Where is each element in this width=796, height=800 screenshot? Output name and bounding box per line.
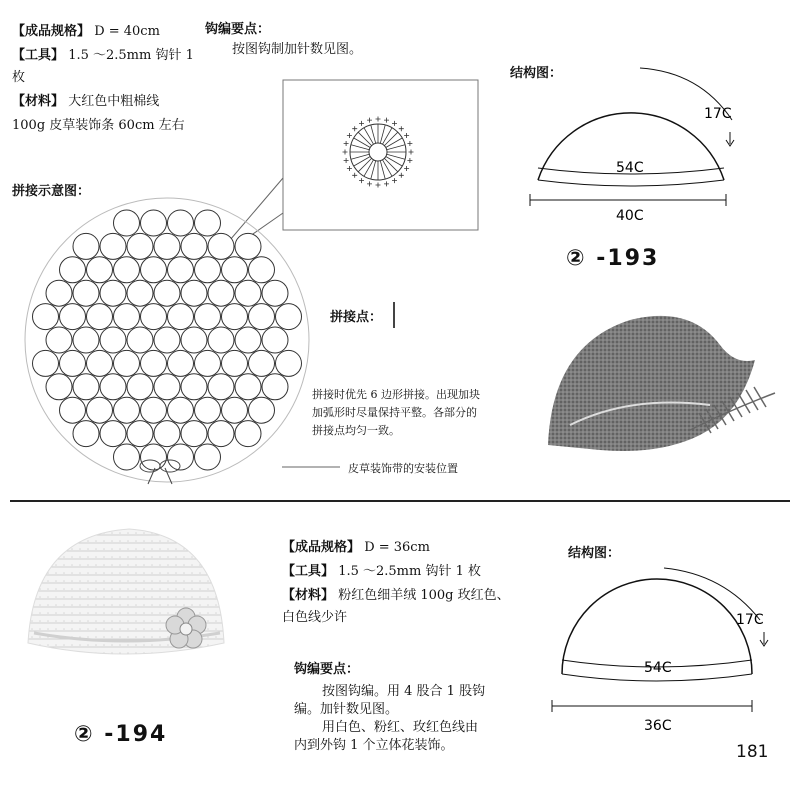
spec-label-bottom: 成品规格 xyxy=(295,540,348,555)
motif-circle xyxy=(222,397,248,423)
motif-circle xyxy=(141,257,167,283)
motif-circle xyxy=(100,280,126,306)
motif-circle xyxy=(100,421,126,447)
code-194: ② -194 xyxy=(74,722,168,747)
motif-circle xyxy=(208,421,234,447)
motif-circle xyxy=(73,327,99,353)
motif-circle xyxy=(208,280,234,306)
motif-circle xyxy=(195,397,221,423)
motif-circle xyxy=(168,350,194,376)
tool-value-cont: 枚 xyxy=(12,70,26,85)
tool-line: 【工具】 1.5 ～2.5mm 钩针 1 xyxy=(12,48,194,63)
motif-circle xyxy=(73,280,99,306)
motif-circle xyxy=(195,350,221,376)
motif-circle xyxy=(87,350,113,376)
motif-circle xyxy=(249,397,275,423)
motif-circle xyxy=(181,327,207,353)
key-points-text: 按图钩制加针数见图。 xyxy=(232,42,363,57)
motif-circle xyxy=(154,233,180,259)
motif-circle xyxy=(87,257,113,283)
motif-chart xyxy=(343,117,414,188)
motif-circle xyxy=(195,304,221,330)
motif-circle xyxy=(73,374,99,400)
motif-circle xyxy=(168,304,194,330)
motif-circle xyxy=(262,327,288,353)
motif-circle xyxy=(181,233,207,259)
motif-circle xyxy=(168,397,194,423)
motif-circle xyxy=(100,233,126,259)
motif-circle xyxy=(127,327,153,353)
motif-circle xyxy=(222,304,248,330)
assembly-diagram xyxy=(10,192,320,497)
motif-circle xyxy=(141,350,167,376)
key-points-line-1: 按图钩编。用 4 股合 1 股钩 xyxy=(322,684,486,699)
motif-circle xyxy=(33,350,59,376)
motif-circle xyxy=(33,304,59,330)
dim-side-bottom: 17C xyxy=(736,612,764,628)
motif-circle xyxy=(249,350,275,376)
tool-label: 工具 xyxy=(25,48,52,63)
joint-label: 拼接点： xyxy=(330,310,383,325)
motif-circle xyxy=(127,374,153,400)
tool-label-bottom: 工具 xyxy=(295,564,322,579)
section-divider xyxy=(10,500,790,502)
motif-circle xyxy=(222,257,248,283)
motif-circle xyxy=(168,444,194,470)
motif-circle xyxy=(208,374,234,400)
motif-circle xyxy=(60,304,86,330)
motif-circle xyxy=(73,421,99,447)
tool-value: 1.5 ～2.5mm 钩针 1 xyxy=(68,48,194,63)
material-line-bottom: 【材料】 粉红色细羊绒 100g 玫红色、 xyxy=(282,588,510,603)
material-value-bottom: 粉红色细羊绒 100g 玫红色、 xyxy=(338,588,510,603)
motif-circle xyxy=(208,233,234,259)
motif-circle xyxy=(141,444,167,470)
motif-circle xyxy=(195,257,221,283)
motif-circle xyxy=(46,327,72,353)
material-value-2-bottom: 白色线少许 xyxy=(282,610,348,625)
motif-circle xyxy=(154,421,180,447)
motif-circle xyxy=(262,280,288,306)
motif-circle xyxy=(46,374,72,400)
motif-circle xyxy=(46,280,72,306)
spec-value: D = 40cm xyxy=(94,24,160,39)
motif-circle xyxy=(168,210,194,236)
spec-line: 【成品规格】 D = 40cm xyxy=(12,24,160,39)
motif-circle xyxy=(249,304,275,330)
spec-value-bottom: D = 36cm xyxy=(364,540,430,555)
structure-title-top: 结构图： xyxy=(510,66,563,81)
hat-photo-194 xyxy=(14,515,234,685)
motif-circle xyxy=(114,257,140,283)
motif-circle xyxy=(114,397,140,423)
motif-circle xyxy=(114,350,140,376)
motif-circle xyxy=(276,304,302,330)
assembly-note: 拼接时优先 6 边形拼接。出现加块 加弧形时尽量保持平整。各部分的 拼接点均匀一致。 xyxy=(312,388,480,437)
hat-photo-193 xyxy=(540,305,790,465)
motif-circle xyxy=(127,280,153,306)
motif-circle xyxy=(60,257,86,283)
motif-circle xyxy=(154,327,180,353)
motif-circle xyxy=(208,327,234,353)
motif-circle xyxy=(141,397,167,423)
dim-width-bottom: 36C xyxy=(644,718,672,734)
motif-circle xyxy=(141,304,167,330)
motif-circle xyxy=(262,374,288,400)
motif-circle xyxy=(100,327,126,353)
tool-line-bottom: 【工具】 1.5 ～2.5mm 钩针 1 枚 xyxy=(282,564,481,579)
motif-circle xyxy=(195,444,221,470)
motif-circle xyxy=(127,421,153,447)
motif-circle xyxy=(235,374,261,400)
assembly-title: 拼接示意图： xyxy=(12,184,91,199)
motif-circle xyxy=(181,280,207,306)
fur-label: 皮草装饰带的安装位置 xyxy=(348,462,458,475)
material-label-bottom: 材料 xyxy=(295,588,322,603)
joint-marker-icon xyxy=(388,300,400,330)
tool-value-bottom: 1.5 ～2.5mm 钩针 1 枚 xyxy=(338,564,481,579)
dim-circ-top: 54C xyxy=(616,160,644,176)
motif-circle xyxy=(276,350,302,376)
material-value: 大红色中粗棉线 xyxy=(68,94,160,109)
code-193: ② -193 xyxy=(566,246,660,271)
motif-circle xyxy=(141,210,167,236)
motif-circle xyxy=(127,233,153,259)
page-number: 181 xyxy=(736,742,769,762)
key-points-line-4: 内到外钩 1 个立体花装饰。 xyxy=(294,738,454,753)
motif-circle xyxy=(235,421,261,447)
hat-structure-diagram-bottom xyxy=(546,560,786,740)
motif-circle xyxy=(168,257,194,283)
motif-circle xyxy=(60,350,86,376)
motif-circle xyxy=(114,304,140,330)
material-label: 材料 xyxy=(25,94,52,109)
motif-circle xyxy=(249,257,275,283)
spec-line-bottom: 【成品规格】 D = 36cm xyxy=(282,540,430,555)
motif-circle xyxy=(73,233,99,259)
motif-circle xyxy=(235,280,261,306)
dim-side-top: 17C xyxy=(704,106,732,122)
key-points-line-2: 编。加针数见图。 xyxy=(294,702,399,717)
dim-circ-bottom: 54C xyxy=(644,660,672,676)
motif-circle xyxy=(154,374,180,400)
material-line: 【材料】 大红色中粗棉线 xyxy=(12,94,160,109)
motif-circle xyxy=(87,397,113,423)
dim-width-top: 40C xyxy=(616,208,644,220)
motif-circle xyxy=(222,350,248,376)
motif-circle xyxy=(114,210,140,236)
spec-label: 成品规格 xyxy=(25,24,78,39)
motif-circle xyxy=(100,374,126,400)
fur-leader-line xyxy=(282,466,342,470)
motif-circle xyxy=(87,304,113,330)
key-points-line-3: 用白色、粉红、玫红色线由 xyxy=(322,720,479,735)
motif-circle xyxy=(114,444,140,470)
motif-circle xyxy=(60,397,86,423)
motif-circle xyxy=(181,421,207,447)
motif-circle xyxy=(195,210,221,236)
material-value-2: 100g 皮草装饰条 60cm 左右 xyxy=(12,118,185,133)
motif-circle xyxy=(181,374,207,400)
key-points-title: 钩编要点： xyxy=(205,22,271,37)
structure-title-bottom: 结构图： xyxy=(568,546,621,561)
hat-structure-diagram xyxy=(520,60,770,220)
motif-circle xyxy=(235,327,261,353)
motif-circle xyxy=(235,233,261,259)
motif-circle xyxy=(154,280,180,306)
key-points-title-bottom: 钩编要点： xyxy=(294,662,360,677)
